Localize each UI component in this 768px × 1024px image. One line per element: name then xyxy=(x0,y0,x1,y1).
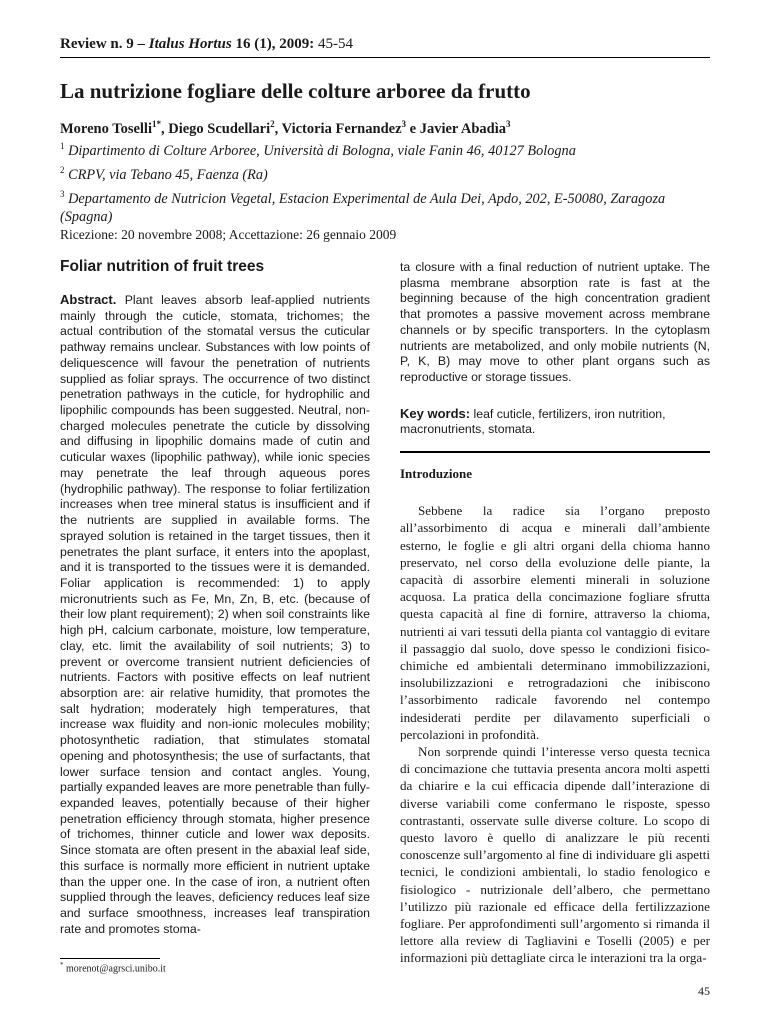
affiliations xyxy=(60,137,680,227)
corresponding-email: morenot@agrsci.unibo.it xyxy=(66,963,166,975)
journal-header xyxy=(60,36,710,53)
author: Javier Abadìa$^3$ xyxy=(419,119,511,137)
author: Diego Scudellari$^2$, xyxy=(168,119,282,137)
journal-pages: 45-54 xyxy=(317,36,353,52)
introduction-heading: Introduzione xyxy=(400,466,472,482)
journal-name: Italus Hortus xyxy=(148,36,232,52)
footnote-divider xyxy=(60,958,160,959)
affiliation: $^2$ CRPV, via Tebano 45, Faenza (Ra) xyxy=(60,164,268,183)
author: Moreno Toselli$^{1*}$, xyxy=(60,119,169,137)
review-number: Review n. 9 – xyxy=(60,36,145,52)
left-column xyxy=(60,258,370,937)
intro-paragraph: Non sorprende quindi l’interesse verso questa tecnica di concimazione che tuttavia presenta ancora molti aspetti da chiarire e la cui efficacia dipende dall’interazione di diverse variabili come confermano le risposte, spesso contrastanti, osservate sulle diverse colture. Lo scopo di questo lavoro è quello di analizzare le più recenti conoscenze sull’argomento al fine di individuare gli aspetti tecnici, le condizioni ambientali, lo stadio fenologico e fisiologico - nutrizionale dell’albero, che permettano l’utilizzo più razionale ed efficace della fertilizzazione fogliare. Per approfondimenti sull’argomento si rimanda il lettore alla review di Tagliavini e Toselli (2005) e per informazioni più dettagliate circa le interazioni tra la orga- xyxy=(400,744,710,966)
author-list xyxy=(60,119,710,138)
received-dates: Ricezione: 20 novembre 2008; Accettazione: 26 gennaio 2009 xyxy=(60,227,397,242)
affiliation: $^1$ Dipartimento di Colture Arboree, Università di Bologna, viale Fanin 46, 40127 Bologna xyxy=(60,141,576,159)
abstract-label: Abstract. xyxy=(60,292,117,307)
author: Victoria Fernandez$^3$ e xyxy=(281,119,420,137)
abstract-text: Abstract. Plant leaves absorb leaf-applied nutrients mainly through the cuticle, stomata, trichomes; the actual contribution of the stomatal versus the cuticular pathway remains unclear. Substances with low points of deliquescence will favour the penetration of nutrients supplied as foliar sprays. The occurrence of two distinct penetration pathways in the cuticle, for hydrophilic and lipophilic compounds has been suggested. Neutral, non-charged molecules penetrate the cuticle by dissolving and diffusing in lipophilic domains made of cutin and cuticular waxes (lipophilic pathway), while ionic species may penetrate the leaf through aqueous pores (hydrophilic pathway). The response to foliar fertilization increases when tree mineral status is insufficient and if the nutrients are supplied in available forms. The sprayed solution is retained in the target tissues, then it penetrates the plant surface, it enters into the apoplast, and it is transported to the tissues were it is demanded. Foliar application is recommended: 1) to apply micronutrients such as Fe, Mn, Zn, B, etc. (because of their low plant requirement); 2) when soil constraints like high pH, calcium carbonate, moisture, low temperature, clay, etc. limit the availability of soil nutrients; 3) to prevent or overcome transient nutrient deficiencies of nutrients. Factors with positive effects on leaf nutrient absorption are: air relative humidity, that promotes the salt hydration; moderately high temperatures, that increase wax fluidity and non-ionic molecules mobility; photosynthetic radiation, that stimulates stomatal opening and photosynthesis; the use of surfactants, that lower surface tension and contact angles. Young, partially expanded leaves are more penetrable than fully-expanded leaves, potentially because of their higher penetration efficiency through stomata, higher presence of trichomes, thinner cuticle and lower wax deposits. Since stomata are often present in the abaxial leaf side, this surface is normally more efficient in nutrient uptake than the upper one. In the case of iron, a nutrient often supplied through the leaves, deficiency reduces leaf size and surface smoothness, increases leaf transpiration rate and promotes stoma- xyxy=(60,292,370,936)
page-number: 45 xyxy=(698,984,710,998)
journal-volume: 16 (1), 2009: xyxy=(235,36,315,52)
english-title: Foliar nutrition of fruit trees xyxy=(60,258,265,275)
header-divider xyxy=(60,57,710,58)
keywords-label: Key words: xyxy=(400,405,471,421)
abstract-continuation: ta closure with a final reduction of nutrient uptake. The plasma membrane absorption rate is fast at the beginning because of the high concentration gradient that promotes a passive movement across membrane channels or by specific transporters. In the cytoplasm nutrients are metabolized, and only mobile nutrients (N, P, K, B) may move to other plant organs such as reproductive or storage tissues. xyxy=(400,260,710,385)
affiliation: $^3$ Departamento de Nutricion Vegetal, Estacion Experimental de Aula Dei, Apdo, 202, E-50080, Zaragoza (Spagna) xyxy=(60,188,666,226)
intro-paragraph: Sebbene la radice sia l’organo preposto all’assorbimento di acqua e minerali dall’ambiente esterno, le foglie e gli altri organi della chioma hanno preservato, nel corso della evoluzione delle piante, la capacità di assorbire elementi minerali in soluzione acquosa. La pratica della concimazione fogliare sfrutta questa capacità al fine di fornire, attraverso la chioma, nutrienti ai vari tessuti della pianta col vantaggio di evitare il passaggio dal suolo, dove spesso le condizioni fisico-chimiche ed ambientali determinano immobilizzazioni, insolubilizzazioni e retrogradazioni che inibiscono l’assorbimento radicale favorendo nel contempo indesiderati perdite per dilavamento superficiali o percolazioni in profondità. xyxy=(400,503,710,742)
footnote: * morenot@agrsci.unibo.it xyxy=(60,961,166,975)
right-column xyxy=(400,260,710,967)
paper-title: La nutrizione fogliare delle colture arboree da frutto xyxy=(60,79,531,103)
keywords: Key words: leaf cuticle, fertilizers, iron nutrition, macronutrients, stomata. xyxy=(400,405,666,437)
section-divider xyxy=(400,451,710,453)
